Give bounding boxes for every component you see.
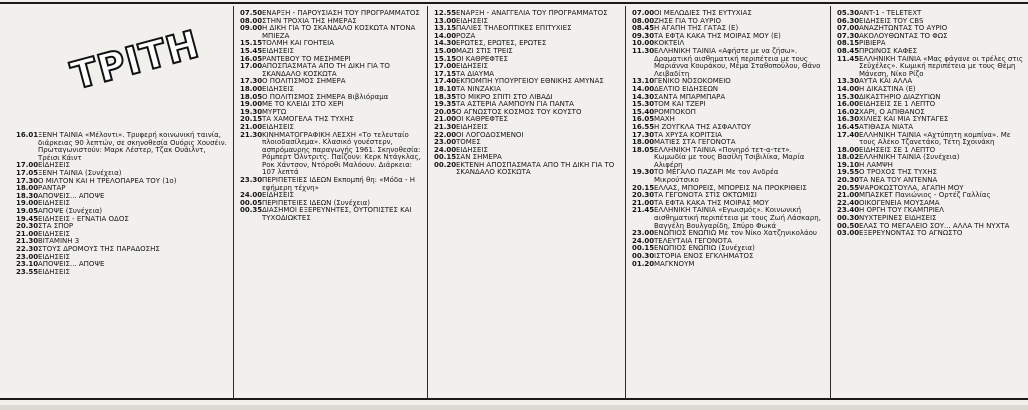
schedule-entry	[632, 169, 825, 184]
entry-time: 12.55	[434, 9, 457, 17]
entry-time: 16.00	[837, 100, 860, 109]
entry-program: ΞΕΝΗ ΤΑΙΝΙΑ «Μέλοντι». Τρυφερή κοινωνική ταινία, διάρκειας 90 λεπτών, σε σκηνοθεσία Ουόρις Χουσέιν. Πρωταγωνιστούν: Μαρκ Λέστερ, Τζακ Ουάιλντ, Τρέισι Κάιντ	[38, 131, 227, 162]
entry-time: 07.00	[632, 9, 655, 17]
entry-program: ΑΝΑΖΗΤΩΝΤΑΣ ΤΟ ΑΥΡΙΟ	[859, 24, 948, 33]
entry-time: 09.00	[240, 24, 263, 33]
entry-time: 20.15	[240, 115, 263, 124]
schedule-entry	[837, 230, 1023, 238]
schedule-entry	[632, 48, 825, 78]
entry-program: ΟΙ ΚΑΘΡΕΦΤΕΣ	[456, 115, 508, 124]
entry-program: ΤΑ ΝΙΝΖΑΚΙΑ	[456, 84, 501, 93]
schedule-entry	[240, 132, 422, 178]
schedule-entry	[837, 56, 1023, 79]
entry-program: ΠΑΛΙΕΣ ΤΗΛΕΟΠΤΙΚΕΣ ΕΠΙΤΥΧΙΕΣ	[456, 24, 572, 33]
entry-program: Ο ΠΟΛΙΤΙΣΜΟΣ ΣΗΜΕΡΑ	[262, 77, 346, 86]
entry-program: ΕΙΔΗΣΕΙΣ	[38, 267, 70, 276]
entry-program: ΕΙΔΗΣΕΙΣ	[456, 62, 488, 71]
entry-program: ΕΙΔΗΣΕΙΣ	[38, 229, 70, 238]
entry-program: ΕΙΔΗΣΕΙΣ	[456, 16, 488, 25]
entry-time: 23.40	[837, 206, 860, 215]
entry-time: 00.30	[632, 252, 655, 260]
entry-time: 20.30	[837, 176, 860, 185]
entry-time: 21.00	[240, 122, 263, 131]
entry-time: 15.30	[632, 100, 655, 109]
entry-time: 23.00	[434, 138, 457, 147]
entry-program: ΕΚΤΕΝΗ ΑΠΟΣΠΑΣΜΑΤΑ ΑΠΟ ΤΗ ΔΙΚΗ ΓΙΑ ΤΟ ΣΚΑΝΔΑΛΟ ΚΟΣΚΩΤΑ	[456, 160, 615, 177]
entry-time: 13.30	[837, 77, 860, 86]
entry-time: 19.00	[240, 100, 263, 109]
entry-program: ΡΑΝΤΕΒΟΥ ΤΟ ΜΕΣΗΜΕΡΙ	[262, 54, 351, 63]
entry-time: 15.15	[434, 54, 457, 63]
entry-program: ΕΙΔΗΣΕΙΣ ΤΟΥ CBS	[859, 16, 924, 25]
entry-time: 00.05	[240, 198, 263, 207]
day-title: ΤΡΙΤΗ	[66, 21, 205, 99]
entry-program: Ο ΑΓΝΩΣΤΟΣ ΚΟΣΜΟΣ ΤΟΥ ΚΟΥΣΤΟ	[456, 107, 582, 116]
schedule-entry	[240, 63, 422, 78]
entry-time: 16.30	[837, 115, 860, 124]
entry-time: 15.15	[240, 39, 263, 48]
entry-program: ΜΑΖΙ ΣΤΙΣ ΤΡΕΙΣ	[456, 46, 513, 55]
entry-time: 24.00	[632, 236, 655, 245]
entry-program: ΠΡΩΙΝΟΣ ΚΑΦΕΣ	[859, 46, 918, 55]
entry-program: ΕΛΛΗΝΙΚΗ ΤΑΙΝΙΑ «Πονηρό τετ-α-τετ». Κωμωδία με τους Βασίλη Τσιβιλίκα, Μαρία Αλιφέρη	[654, 145, 805, 169]
entry-program: ΕΝΩΠΙΟΣ ΕΝΩΠΙΩ (Συνέχεια)	[654, 244, 755, 253]
entry-time: 18.00	[240, 84, 263, 93]
entry-program: ΕΙΔΗΣΕΙΣ	[456, 122, 488, 131]
entry-program: ΑΠΟΨΕΙΣ... ΑΠΟΨΕ	[38, 191, 105, 200]
entry-time: 00.15	[632, 244, 655, 253]
entry-time: 20.05	[434, 107, 457, 116]
schedule-entry	[632, 261, 825, 269]
entry-time: 11.45	[837, 54, 860, 63]
entry-program: ΤΑ ΓΕΓΟΝΟΤΑ ΣΤΙΣ ΟΚΤΩΜΙΣΙ	[654, 191, 757, 200]
schedule-entry	[240, 25, 422, 40]
schedule-column-4	[632, 10, 825, 268]
entry-time: 20.30	[632, 191, 655, 200]
schedule-entry	[240, 207, 422, 222]
entry-time: 23.55	[16, 267, 39, 276]
entry-program: ANT-1 - TELETEXT	[859, 9, 922, 17]
entry-program: ΕΙΔΗΣΕΙΣ	[262, 191, 294, 200]
schedule-entry	[434, 162, 620, 177]
entry-time: 23.10	[16, 260, 39, 269]
entry-time: 03.00	[837, 229, 860, 238]
entry-program: ΡΟΖΑ	[456, 31, 476, 40]
entry-time: 07.50	[240, 9, 263, 17]
entry-time: 17.15	[434, 69, 457, 78]
entry-program: ΕΙΔΗΣΕΙΣ	[38, 199, 70, 208]
entry-time: 23.00	[16, 252, 39, 261]
entry-program: ΕΙΔΗΣΕΙΣ	[262, 84, 294, 93]
entry-time: 16.02	[837, 107, 860, 116]
entry-program: ΚΟΚΤΕΪΛ	[654, 39, 685, 48]
entry-time: 14.00	[837, 84, 860, 93]
entry-program: ΟΙ ΚΑΘΡΕΦΤΕΣ	[456, 54, 508, 63]
entry-time: 16.05	[632, 115, 655, 124]
entry-time: 17.00	[240, 62, 263, 71]
entry-time: 08.45	[837, 46, 860, 55]
entry-time: 14.30	[434, 39, 457, 48]
entry-time: 07.30	[837, 31, 860, 40]
entry-program: Η ΔΙΚΑΣΤΙΝΑ (Ε)	[859, 84, 916, 93]
entry-program: Η ΖΟΥΓΚΛΑ ΤΗΣ ΑΣΦΑΛΤΟΥ	[654, 122, 751, 131]
entry-time: 21.00	[837, 191, 860, 200]
entry-time: 01.20	[632, 259, 655, 268]
entry-program: ΜΑΤΙΕΣ ΣΤΑ ΓΕΓΟΝΟΤΑ	[654, 138, 736, 147]
entry-program: ΔΙΑΣΗΜΟΙ ΕΞΕΡΕΥΝΗΤΕΣ, ΟΥΤΟΠΙΣΤΕΣ ΚΑΙ ΤΥΧΟΔΙΩΚΤΕΣ	[262, 206, 412, 223]
entry-time: 19.00	[16, 199, 39, 208]
entry-time: 16.05	[240, 54, 263, 63]
entry-program: ΑΤΙΘΑΣΑ ΝΙΑΤΑ	[859, 122, 914, 131]
column-divider	[233, 6, 234, 398]
entry-program: ΤΟ ΜΙΚΡΟ ΣΠΙΤΙ ΣΤΟ ΛΙΒΑΔΙ	[456, 92, 553, 101]
entry-time: 15.00	[434, 46, 457, 55]
entry-time: 11.30	[632, 46, 655, 55]
entry-time: 17.30	[632, 130, 655, 139]
entry-time: 19.30	[240, 107, 263, 116]
entry-time: 20.55	[837, 183, 860, 192]
entry-program: ΡΙΒΙΕΡΑ	[859, 39, 886, 48]
entry-time: 16.45	[837, 122, 860, 131]
entry-program: ΕΙΔΗΣΕΙΣ ΣΕ 1 ΛΕΠΤΟ	[859, 100, 936, 109]
entry-time: 15.45	[240, 46, 263, 55]
entry-program: ΕΛΛΗΝΙΚΗ ΤΑΙΝΙΑ «Αφήστε με να ζήσω». Δραματική αισθηματική περιπέτεια με τους Μαριάννα Κουράκου, Μέμα Σταθοπούλου, Θάνο Λειβαδίτη	[654, 46, 821, 78]
schedule-column-2	[240, 10, 422, 223]
entry-time: 13.00	[434, 16, 457, 25]
entry-time: 16.01	[16, 131, 39, 139]
entry-time: 13.15	[434, 24, 457, 33]
entry-program: ΕΝΑΡΞΗ - ΑΝΑΓΓΕΛΙΑ ΤΟΥ ΠΡΟΓΡΑΜΜΑΤΟΣ	[456, 9, 608, 17]
column-divider	[427, 6, 428, 398]
entry-program: ΕΛΛΗΝΙΚΗ ΤΑΙΝΙΑ (Συνέχεια)	[859, 153, 960, 162]
entry-time: 21.30	[16, 237, 39, 246]
entry-program: ΑΠΟΨΕΙΣ... ΑΠΟΨΕ	[38, 260, 105, 269]
entry-time: 08.45	[632, 24, 655, 33]
entry-time: 22.00	[434, 130, 457, 139]
entry-time: 19.30	[632, 168, 655, 177]
schedule-column-3	[434, 10, 620, 177]
entry-program: ΕΛΛΗΝΙΚΗ ΤΑΙΝΙΑ «Αχτύπητη κομπίνα». Με τους Αλέκο Τζανετάκο, Τέτη Σχοινάκη	[859, 130, 1011, 147]
entry-program: ΡΟΜΠΟΚΟΠ	[654, 107, 696, 116]
entry-time: 20.15	[632, 183, 655, 192]
entry-program: ΕΙΔΗΣΕΙΣ	[262, 122, 294, 131]
entry-program: ΧΑΡΙ, Ο ΑΠΙΘΑΝΟΣ	[859, 107, 925, 116]
entry-time: 19.05	[16, 206, 39, 215]
entry-time: 00.50	[837, 221, 860, 230]
schedule-entry	[240, 177, 422, 192]
entry-time: 17.30	[16, 176, 39, 185]
entry-time: 15.40	[632, 107, 655, 116]
entry-time: 19.45	[16, 214, 39, 223]
entry-time: 24.00	[434, 145, 457, 154]
entry-program: ΜΑΧΗ	[654, 115, 675, 124]
entry-time: 18.35	[434, 92, 457, 101]
entry-program: ΑΥΤΑ ΚΑΙ ΑΛΛΑ	[859, 77, 913, 86]
entry-program: ΣΤΗΝ ΤΡΟΧΙΑ ΤΗΣ ΗΜΕΡΑΣ	[262, 16, 357, 25]
bottom-rule	[0, 398, 1028, 400]
entry-program: ΑΚΟΛΟΥΘΩΝΤΑΣ ΤΟ ΦΩΣ	[859, 31, 948, 40]
entry-program: ΕΙΔΗΣΕΙΣ ΣΕ 1 ΛΕΠΤΟ	[859, 145, 936, 154]
entry-time: 21.45	[632, 206, 655, 215]
entry-program: ΕΙΔΗΣΕΙΣ	[38, 252, 70, 261]
schedule-entry	[16, 269, 228, 277]
column-divider	[625, 6, 626, 398]
entry-time: 09.30	[632, 31, 655, 40]
entry-program: ΕΛΛΑΣ, ΜΠΟΡΕΙΣ, ΜΠΟΡΕΙΣ ΝΑ ΠΡΟΚΡΙΘΕΙΣ	[654, 183, 807, 192]
entry-program: ΟΙΚΟΓΕΝΕΙΑ ΜΟΥΣΑΜΑ	[859, 198, 940, 207]
entry-time: 16.55	[632, 122, 655, 131]
entry-time: 07.00	[837, 24, 860, 33]
entry-time: 19.55	[837, 168, 860, 177]
entry-program: ΤΕΛΕΥΤΑΙΑ ΓΕΓΟΝΟΤΑ	[654, 236, 732, 245]
schedule-entry	[632, 147, 825, 170]
entry-program: ΔΕΛΤΙΟ ΕΙΔΗΣΕΩΝ	[654, 84, 719, 93]
entry-time: 18.10	[434, 84, 457, 93]
entry-program: ΜΥΡΤΩ	[262, 107, 287, 116]
entry-time: 19.10	[837, 160, 860, 169]
entry-program: ΤΑ ΝΕΑ ΤΟΥ ANTENNA	[859, 176, 938, 185]
entry-time: 21.30	[434, 122, 457, 131]
entry-program: Η ΛΑΜΨΗ	[859, 160, 893, 169]
entry-program: ΔΙΚΑΣΤΗΡΙΟ ΔΙΑΖΥΓΙΩΝ	[859, 92, 941, 101]
entry-time: 00.30	[837, 214, 860, 223]
entry-program: Η ΟΡΓΗ ΤΟΥ ΓΚΑΜΠΡΙΕΛ	[859, 206, 944, 215]
entry-program: Ο ΤΡΟΧΟΣ ΤΗΣ ΤΥΧΗΣ	[859, 168, 937, 177]
entry-program: ΒΙΤΑΜΙΝΗ 3	[38, 237, 80, 246]
entry-program: ΣΤΑ ΣΠΟΡ	[38, 222, 74, 231]
entry-time: 17.05	[16, 168, 39, 177]
entry-time: 19.35	[434, 100, 457, 109]
entry-program: ΕΙΔΗΣΕΙΣ	[262, 46, 294, 55]
column-divider	[830, 6, 831, 398]
entry-program: ΟΙ ΛΟΓΟΔΟΣΜΕΝΟΙ	[456, 130, 524, 139]
entry-program: ΑΠΟΣΠΑΣΜΑΤΑ ΑΠΟ ΤΗ ΔΙΚΗ ΓΙΑ ΤΟ ΣΚΑΝΔΑΛΟ ΚΟΣΚΩΤΑ	[262, 62, 390, 78]
entry-time: 05.30	[837, 9, 860, 17]
entry-time: 17.30	[240, 77, 263, 86]
entry-program: ΕΙΔΗΣΕΙΣ - ΕΓΝΑΤΙΑ ΟΔΟΣ	[38, 214, 129, 223]
entry-program: ΕΛΛΗΝΙΚΗ ΤΑΙΝΙΑ «Εγωισμός». Κοινωνική αισθηματική περιπέτεια με τους Ζωή Λάσκαρη, Βαγγέλη Βουλγαρίδη, Σπύρο Φωκά	[654, 206, 821, 230]
entry-program: ΤΟΜΕΣ	[456, 138, 481, 147]
entry-program: ΟΙ ΜΕΛΩΔΙΕΣ ΤΗΣ ΕΥΤΥΧΙΑΣ	[654, 9, 752, 17]
entry-program: ΕΛΛΗΝΙΚΗ ΤΑΙΝΙΑ «Μας φάγανε οι τρέλες στις Σεϋχέλες». Κωμική περιπέτεια με τους Θέμη Μάνεση, Νίκο Ρίζο	[859, 54, 1023, 78]
entry-program: ΕΞΕΡΕΥΝΟΝΤΑΣ ΤΟ ΑΓΝΩΣΤΟ	[859, 229, 963, 238]
entry-program: Η ΔΙΚΗ ΓΙΑ ΤΟ ΣΚΑΝΔΑΛΟ ΚΟΣΚΩΤΑ ΝΤΟΝΑ ΜΠΙΕΖΑ	[262, 24, 416, 40]
entry-time: 22.40	[837, 198, 860, 207]
entry-program: ΠΕΡΙΠΕΤΕΙΕΣ ΙΔΕΩΝ (Συνέχεια)	[262, 198, 371, 207]
entry-time: 00.35	[240, 206, 263, 215]
entry-time: 00.20	[434, 160, 457, 169]
entry-time: 18.02	[837, 153, 860, 162]
entry-program: ΤΑ ΕΦΤΑ ΚΑΚΑ ΤΗΣ ΜΟΙΡΑΣ ΜΟΥ	[654, 198, 769, 207]
entry-program: ΨΑΡΟΚΩΣΤΟΥΛΑ, ΑΓΑΠΗ ΜΟΥ	[859, 183, 964, 192]
entry-program: Η ΑΓΑΠΗ ΤΗΣ ΓΑΤΑΣ (Ε)	[654, 24, 739, 33]
entry-program: ΤΟΛΜΗ ΚΑΙ ΓΟΗΤΕΙΑ	[262, 39, 334, 48]
entry-program: ΡΑΝΤΑΡ	[38, 184, 66, 193]
entry-time: 17.00	[16, 161, 39, 170]
entry-program: ΕΙΔΗΣΕΙΣ	[456, 145, 488, 154]
entry-time: 21.00	[434, 115, 457, 124]
entry-time: 10.00	[632, 39, 655, 48]
entry-program: ΙΣΤΟΡΙΑ ΕΝΟΣ ΕΓΚΛΗΜΑΤΟΣ	[654, 252, 754, 260]
entry-program: ΖΗΣΕ ΓΙΑ ΤΟ ΑΥΡΙΟ	[654, 16, 721, 25]
entry-program: ΕΛΑΣ ΤΟ ΜΕΓΑΛΕΙΟ ΣΟΥ... ΑΛΛΑ ΤΗ ΝΥΧΤΑ	[859, 221, 1010, 230]
entry-time: 22.30	[16, 244, 39, 253]
entry-program: ΝΥΧΤΕΡΙΝΕΣ ΕΙΔΗΣΕΙΣ	[859, 214, 937, 223]
entry-program: ΣΤΟΥΣ ΔΡΟΜΟΥΣ ΤΗΣ ΠΑΡΑΔΟΣΗΣ	[38, 244, 160, 253]
entry-time: 20.30	[16, 222, 39, 231]
schedule-entry	[16, 132, 228, 162]
entry-time: 08.00	[240, 16, 263, 25]
schedule-entry	[837, 132, 1023, 147]
entry-program: ΕΝΑΡΞΗ - ΠΑΡΟΥΣΙΑΣΗ ΤΟΥ ΠΡΟΓΡΑΜΜΑΤΟΣ	[262, 9, 420, 17]
entry-time: 14.30	[632, 92, 655, 101]
entry-program: ΕΙΔΗΣΕΙΣ	[38, 161, 70, 170]
entry-program: ΤΑ ΕΦΤΑ ΚΑΚΑ ΤΗΣ ΜΟΙΡΑΣ ΜΟΥ (Ε)	[654, 31, 781, 40]
entry-time: 13.10	[632, 77, 655, 86]
entry-time: 18.05	[632, 145, 655, 154]
entry-time: 17.00	[434, 62, 457, 71]
entry-program: ΞΕΝΗ ΤΑΙΝΙΑ (Συνέχεια)	[38, 168, 122, 177]
entry-time: 21.00	[632, 198, 655, 207]
entry-program: ΣΑΝΤΑ ΜΠΑΡΜΠΑΡΑ	[654, 92, 726, 101]
schedule-entry	[632, 207, 825, 230]
entry-time: 23.30	[240, 176, 263, 185]
entry-time: 15.30	[837, 92, 860, 101]
entry-program: ΜΑΓΚΝΟΥΜ	[654, 259, 695, 268]
entry-time: 00.15	[434, 153, 457, 162]
entry-program: ΕΡΩΤΕΣ, ΕΡΩΤΕΣ, ΕΡΩΤΕΣ	[456, 39, 547, 48]
entry-program: ΤΑ ΑΣΤΕΡΙΑ ΛΑΜΠΟΥΝ ΓΙΑ ΠΑΝΤΑ	[456, 100, 574, 109]
entry-program: ΜΕ ΤΟ ΚΛΕΙΔΙ ΣΤΟ ΧΕΡΙ	[262, 100, 344, 109]
entry-program: Ο ΠΟΛΙΤΙΣΜΟΣ ΣΗΜΕΡΑ Βιβλιόραμα	[262, 92, 389, 101]
entry-time: 17.40	[434, 77, 457, 86]
schedule-column-1	[16, 132, 228, 276]
entry-time: 21.00	[16, 229, 39, 238]
entry-time: 14.00	[632, 84, 655, 93]
entry-program: Ο ΜΙΛΤΟΝ ΚΑΙ Η ΤΡΕΛΟΠΑΡΕΑ ΤΟΥ (1ο)	[38, 176, 177, 185]
entry-time: 18.30	[16, 191, 39, 200]
entry-time: 21.30	[240, 130, 263, 139]
entry-program: ΤΑ ΧΑΜΟΓΕΛΑ ΤΗΣ ΤΥΧΗΣ	[262, 115, 354, 124]
entry-time: 18.00	[837, 145, 860, 154]
entry-program: ΣΑΝ ΣΗΜΕΡΑ	[456, 153, 502, 162]
schedule-column-5	[837, 10, 1023, 238]
top-rule	[0, 2, 1028, 4]
entry-time: 18.05	[240, 92, 263, 101]
entry-program: ΑΠΟΨΕ (Συνέχεια)	[38, 206, 103, 215]
entry-program: ΠΕΡΙΠΕΤΕΙΕΣ ΙΔΕΩΝ Εκπομπή θη: «Μόδα - Η εφήμερη τέχνη»	[262, 176, 415, 192]
entry-program: ΓΕΝΙΚΟ ΝΟΣΟΚΟΜΕΙΟ	[654, 77, 731, 86]
entry-program: ΤΟ ΜΕΓΑΛΟ ΠΑΖΑΡΙ Με τον Ανδρέα Μικρούτσικο	[654, 168, 779, 185]
entry-time: 17.40	[837, 130, 860, 139]
entry-program: ΧΙΛΙΕΣ ΚΑΙ ΜΙΑ ΣΥΝΤΑΓΕΣ	[859, 115, 949, 124]
entry-time: 18.00	[632, 138, 655, 147]
page-footer-band	[0, 405, 1028, 410]
entry-program: ΤΟΜ ΚΑΙ ΤΖΕΡΙ	[654, 100, 706, 109]
entry-program: ΤΑ ΧΡΥΣΑ ΚΟΡΙΤΣΙΑ	[654, 130, 722, 139]
entry-time: 08.15	[837, 39, 860, 48]
entry-time: 06.30	[837, 16, 860, 25]
entry-time: 24.00	[240, 191, 263, 200]
entry-program: ΜΠΑΣΚΕΤ Πανιώνιος - Ορτέζ Γαλλίας	[859, 191, 991, 200]
entry-program: ΕΝΩΠΙΟΣ ΕΝΩΠΙΩ Με τον Νίκο Χατζηνικολάου	[654, 229, 817, 238]
entry-time: 14.00	[434, 31, 457, 40]
entry-program: ΚΙΝΗΜΑΤΟΓΡΑΦΙΚΗ ΛΕΣΧΗ «Το τελευταίο πλοιοδασίλεμα». Κλασικό γουέστερν, ασπρόμαυρης παραγωγής 1961. Σκηνοθεσία: Ρόμπερτ Όλντριτς. Παίζουν: Κερκ Ντάγκλας, Ροκ Χάντσον, Ντόροθι Μαλόουν. Διάρκεια: 107 λεπτά	[262, 130, 421, 177]
entry-time: 23.00	[632, 229, 655, 238]
entry-program: ΤΑ ΔΙΑΥΜΑ	[456, 69, 495, 78]
entry-program: ΕΚΠΟΜΠΗ ΥΠΟΥΡΓΕΙΟΥ ΕΘΝΙΚΗΣ ΑΜΥΝΑΣ	[456, 77, 604, 86]
entry-time: 18.00	[16, 184, 39, 193]
entry-time: 08.00	[632, 16, 655, 25]
